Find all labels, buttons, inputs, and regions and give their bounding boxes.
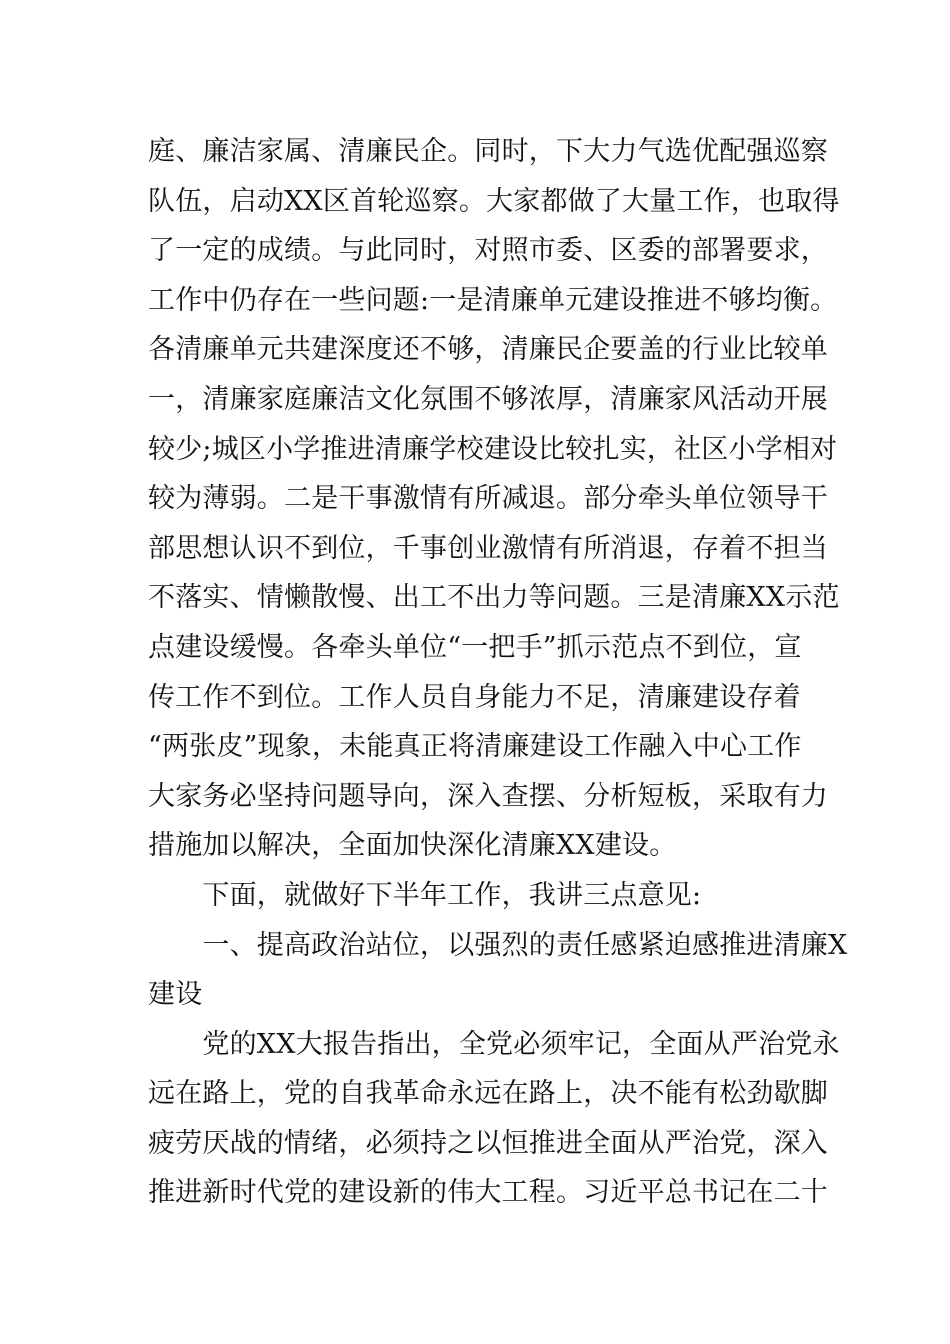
body-line: 远在路上，党的自我革命永远在路上，决不能有松劲歇脚 [148, 1078, 828, 1110]
body-line: 部思想认识不到位，千事创业激情有所消退，存着不担当 [148, 532, 828, 564]
body-line: 队伍，启动XX区首轮巡察。大家都做了大量工作，也取得 [148, 185, 840, 217]
section-heading-line: 一、提高政治站位，以强烈的责任感紧迫感推进清廉X [148, 929, 848, 961]
body-line: “两张皮”现象，未能真正将清廉建设工作融入中心工作 [148, 731, 802, 763]
body-line: 较为薄弱。二是干事激情有所减退。部分牵头单位领导干 [148, 483, 828, 515]
body-line: 传工作不到位。工作人员自身能力不足，清廉建设存着 [148, 681, 801, 713]
body-line: 措施加以解决，全面加快深化清廉XX建设。 [148, 830, 677, 862]
body-line: 较少;城区小学推进清廉学校建设比较扎实，社区小学相对 [148, 433, 838, 465]
body-line: 各清廉单元共建深度还不够，清廉民企要盖的行业比较单 [148, 334, 828, 366]
body-line: 了一定的成绩。与此同时，对照市委、区委的部署要求， [148, 235, 828, 267]
body-line: 不落实、情懒散慢、出工不出力等问题。三是清廉XX示范 [148, 582, 840, 614]
body-line: 点建设缓慢。各牵头单位“一把手”抓示范点不到位，宣 [148, 631, 802, 663]
document-body [148, 127, 848, 1218]
body-line: 疲劳厌战的情绪，必须持之以恒推进全面从严治党，深入 [148, 1127, 828, 1159]
body-line: 大家务必坚持问题导向，深入查摆、分析短板，采取有力 [148, 780, 828, 812]
body-line: 下面，就做好下半年工作，我讲三点意见: [148, 879, 702, 911]
body-line: 推进新时代党的建设新的伟大工程。习近平总书记在二十 [148, 1177, 828, 1209]
body-line: 庭、廉洁家属、清廉民企。同时，下大力气选优配强巡察 [148, 136, 828, 167]
body-line: 党的XX大报告指出，全党必须牢记，全面从严治党永 [148, 1028, 840, 1060]
body-line: 一，清廉家庭廉洁文化氛围不够浓厚，清廉家风活动开展 [148, 383, 828, 415]
body-line: 工作中仍存在一些问题:一是清廉单元建设推进不够均衡。 [148, 284, 838, 316]
section-heading-line: 建设 [148, 979, 203, 1011]
